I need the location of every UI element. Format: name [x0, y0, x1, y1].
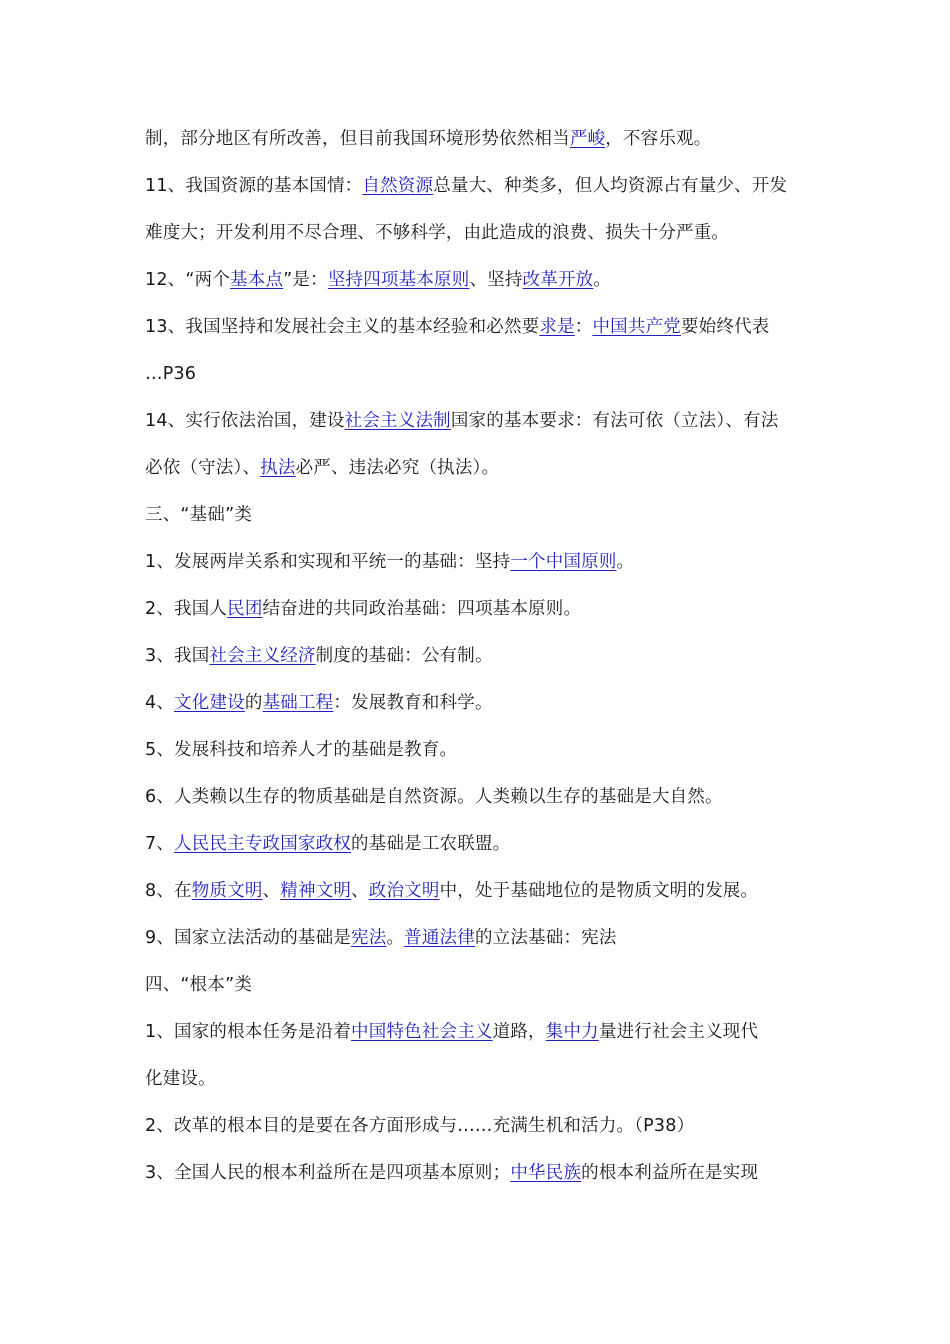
- text-span: 总量大、种类多，但人均资源占有量少、开发: [433, 176, 788, 196]
- hyperlink[interactable]: 宪法: [351, 928, 387, 948]
- text-span: 的基础是工农联盟。: [351, 834, 511, 854]
- hyperlink[interactable]: 基本点: [230, 270, 284, 290]
- text-span: 量进行社会主义现代: [598, 1022, 759, 1042]
- text-span: 制度的基础：公有制。: [315, 646, 493, 666]
- text-line: [145, 163, 815, 210]
- hyperlink[interactable]: 物质文明: [191, 881, 263, 901]
- text-span: ，不容乐观。: [605, 129, 712, 149]
- text-span: 2、改革的根本目的是要在各方面形成与……充满生机和活力。（P38）: [145, 1116, 695, 1136]
- hyperlink[interactable]: 一个中国原则: [510, 552, 617, 572]
- text-span: 、坚持: [469, 270, 523, 290]
- text-span: 3、全国人民的根本利益所在是四项基本原则；: [145, 1163, 511, 1183]
- text-span: 5、发展科技和培养人才的基础是教育。: [145, 740, 458, 760]
- text-span: 结奋进的共同政治基础：四项基本原则。: [262, 599, 582, 619]
- text-span: 道路，: [492, 1022, 546, 1042]
- text-span: 必依（守法）、: [145, 458, 261, 478]
- text-span: 1、发展两岸关系和实现和平统一的基础：坚持: [145, 552, 511, 572]
- text-span: ：发展教育和科学。: [333, 693, 493, 713]
- text-span: 中，处于基础地位的是物质文明的发展。: [439, 881, 759, 901]
- text-span: 制，部分地区有所改善，但目前我国环境形势依然相当: [145, 129, 570, 149]
- text-span: ”是：: [283, 270, 328, 290]
- text-line: [145, 492, 815, 539]
- hyperlink[interactable]: 中国共产党: [592, 317, 681, 337]
- document-page: [145, 116, 815, 1197]
- text-line: [145, 915, 815, 962]
- text-line: [145, 304, 815, 351]
- hyperlink[interactable]: 精神文明: [280, 881, 352, 901]
- text-line: [145, 633, 815, 680]
- text-span: 三、“基础”类: [145, 505, 253, 525]
- text-line: [145, 774, 815, 821]
- text-line: [145, 210, 815, 257]
- text-line: [145, 586, 815, 633]
- text-span: 4、: [145, 693, 175, 713]
- text-span: 的立法基础：宪法: [474, 928, 617, 948]
- text-span: 化建设。: [145, 1069, 216, 1089]
- hyperlink[interactable]: 社会主义法制: [344, 411, 451, 431]
- hyperlink[interactable]: 执法: [260, 458, 296, 478]
- text-span: 、: [351, 881, 369, 901]
- text-span: 13、我国坚持和发展社会主义的基本经验和必然要: [145, 317, 540, 337]
- text-line: [145, 445, 815, 492]
- text-line: [145, 539, 815, 586]
- text-span: 难度大；开发利用不尽合理、不够科学，由此造成的浪费、损失十分严重。: [145, 223, 730, 243]
- text-span: 、: [262, 881, 281, 901]
- hyperlink[interactable]: 改革开放: [522, 270, 594, 290]
- text-span: 必严、违法必究（执法）。: [295, 458, 500, 478]
- text-span: 2、我国人: [145, 599, 228, 619]
- text-span: 14、实行依法治国，建设: [145, 411, 345, 431]
- text-line: [145, 398, 815, 445]
- text-span: 的: [244, 693, 263, 713]
- hyperlink[interactable]: 中国特色社会主义: [351, 1022, 493, 1042]
- text-line: [145, 1056, 815, 1103]
- hyperlink[interactable]: 中华民族: [510, 1163, 582, 1183]
- hyperlink[interactable]: 文化建设: [174, 693, 245, 713]
- text-span: 的根本利益所在是实现: [581, 1163, 759, 1183]
- text-line: [145, 1103, 815, 1150]
- text-span: 7、: [145, 834, 175, 854]
- text-span: 要始终代表: [680, 317, 770, 337]
- hyperlink[interactable]: 普通法律: [404, 928, 475, 948]
- hyperlink[interactable]: 社会主义经济: [209, 646, 316, 666]
- text-span: 。: [386, 928, 405, 948]
- hyperlink[interactable]: 自然资源: [362, 176, 434, 196]
- text-line: [145, 1009, 815, 1056]
- text-line: [145, 257, 815, 304]
- text-span: 11、我国资源的基本国情：: [145, 176, 363, 196]
- text-line: [145, 680, 815, 727]
- hyperlink[interactable]: 严峻: [569, 129, 606, 149]
- hyperlink[interactable]: 基础工程: [262, 693, 334, 713]
- text-span: 8、在: [145, 881, 192, 901]
- hyperlink[interactable]: 求是: [539, 317, 575, 337]
- text-line: [145, 351, 815, 398]
- text-line: [145, 962, 815, 1009]
- hyperlink[interactable]: 人民民主专政国家政权: [174, 834, 352, 854]
- text-span: 国家的基本要求：有法可依（立法）、有法: [450, 411, 779, 431]
- text-span: 9、国家立法活动的基础是: [145, 928, 352, 948]
- hyperlink[interactable]: 集中力: [545, 1022, 599, 1042]
- text-span: ：: [574, 317, 593, 337]
- hyperlink[interactable]: 坚持四项基本原则: [327, 270, 470, 290]
- text-line: [145, 116, 815, 163]
- hyperlink[interactable]: 政治文明: [368, 881, 440, 901]
- text-span: 。: [616, 552, 635, 572]
- text-line: [145, 868, 815, 915]
- text-span: 6、人类赖以生存的物质基础是自然资源。人类赖以生存的基础是大自然。: [145, 787, 723, 807]
- hyperlink[interactable]: 民团: [227, 599, 263, 619]
- text-line: [145, 727, 815, 774]
- text-span: 。: [593, 270, 612, 290]
- text-span: 12、“两个: [145, 270, 231, 290]
- text-span: 1、国家的根本任务是沿着: [145, 1022, 352, 1042]
- text-span: 3、我国: [145, 646, 210, 666]
- text-line: [145, 1150, 815, 1197]
- text-span: 四、“根本”类: [145, 975, 253, 995]
- text-line: [145, 821, 815, 868]
- text-span: …P36: [145, 364, 197, 384]
